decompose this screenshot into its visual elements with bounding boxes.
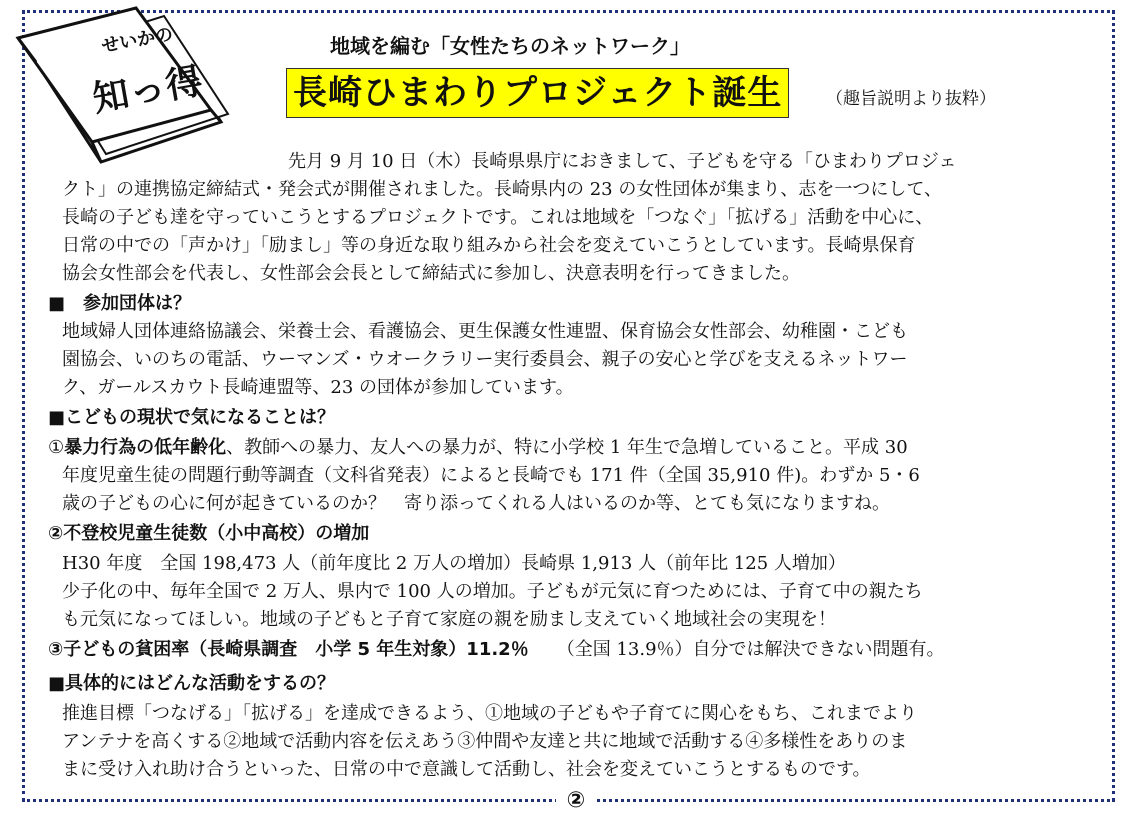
concern-item-1-title: 暴力行為の低年齢化 — [64, 437, 227, 458]
section-heading-concerns: ■こどもの現状で気になることは？ — [48, 407, 336, 428]
tag-small: せいかの — [99, 23, 175, 58]
concern-item-2-line: も元気になってほしい。地域の子どもと子育て家庭の親を励まし支えていく地域社会の実現を！ — [62, 609, 836, 630]
section-heading-activities: ■具体的にはどんな活動をするの？ — [48, 673, 336, 694]
concern-item-1-line: 年度児童生徒の問題行動等調査（文科省発表）によると長崎でも 171 件（全国 35,910 件)。わずか 5・6 — [62, 465, 920, 486]
page-title: 長崎ひまわりプロジェクト誕生 — [286, 68, 789, 118]
notebook-illustration — [6, 2, 236, 172]
activities-line: まに受け入れ助け合うといった、日常の中で意識して活動し、社会を変えていこうとするものです。 — [62, 759, 871, 780]
activities-line: 推進目標「つなげる」「拡げる」を達成できるよう、①地域の子どもや子育てに関心をもち、これまでより — [62, 703, 917, 724]
intro-line: クト」の連携協定締結式・発会式が開催されました。長崎県内の 23 の女性団体が集まり、志を一つにして、 — [62, 179, 942, 200]
activities-line: アンテナを高くする②地域で活動内容を伝えあう③仲間や友達と共に地域で活動する④多様性をありのま — [62, 731, 908, 752]
intro-line: 協会女性部会を代表し、女性部会会長として締結式に参加し、決意表明を行ってきました。 — [62, 263, 800, 284]
concern-marker: ① — [48, 437, 65, 458]
tag-big: 知っ得 — [89, 60, 207, 121]
intro-line: 日常の中での「声かけ」「励まし」等の身近な取り組みから社会を変えていこうとしています。長崎県保育 — [62, 235, 916, 256]
concern-item-1-line: 歳の子どもの心に何が起きているのか？ 寄り添ってくれる人はいるのか等、とても気になりますね。 — [62, 493, 890, 514]
intro-line: 先月 9 月 10 日（木）長崎県県庁におきまして、子どもを守る「ひまわりプロジェ — [288, 151, 957, 172]
concern-item-2-line: 少子化の中、毎年全国で 2 万人、県内で 100 人の増加。子どもが元気に育つためには、子育て中の親たち — [62, 581, 923, 602]
intro-line: 長崎の子ども達を守っていこうとするプロジェクトです。これは地域を「つなぐ」「拡げる」活動を中心に、 — [62, 207, 934, 228]
title-note: （趣旨説明より抜粋） — [826, 89, 996, 109]
concern-item-1 — [48, 435, 908, 461]
concern-item-3-title: ③子どもの貧困率（長崎県調査 小学 5 年生対象）11.2％ — [48, 639, 529, 660]
concern-item-1-text: 、教師への暴力、友人への暴力が、特に小学校 1 年生で急増していること。平成 30 — [226, 437, 908, 458]
concern-item-2-title: ②不登校児童生徒数（小中高校）の増加 — [48, 523, 370, 544]
participants-line: ク、ガールスカウト長崎連盟等、23 の団体が参加しています。 — [62, 377, 574, 398]
page-number: ② — [556, 788, 596, 814]
concern-item-2-line: H30 年度 全国 198,473 人（前年度比 2 万人の増加）長崎県 1,913 人（前年比 125 人増加） — [62, 553, 846, 574]
concern-item-3 — [48, 637, 945, 663]
participants-line: 地域婦人団体連絡協議会、栄養士会、看護協会、更生保護女性連盟、保育協会女性部会、幼稚園・こども — [62, 321, 908, 342]
concern-item-3-text: （全国 13.9％）自分では解決できない問題有。 — [556, 639, 945, 660]
section-heading-participants: ■ 参加団体は？ — [48, 293, 192, 314]
subtitle: 地域を編む「女性たちのネットワーク」 — [330, 34, 690, 58]
participants-line: 園協会、いのちの電話、ウーマンズ・ウオークラリー実行委員会、親子の安心と学びを支えるネットワー — [62, 349, 908, 370]
